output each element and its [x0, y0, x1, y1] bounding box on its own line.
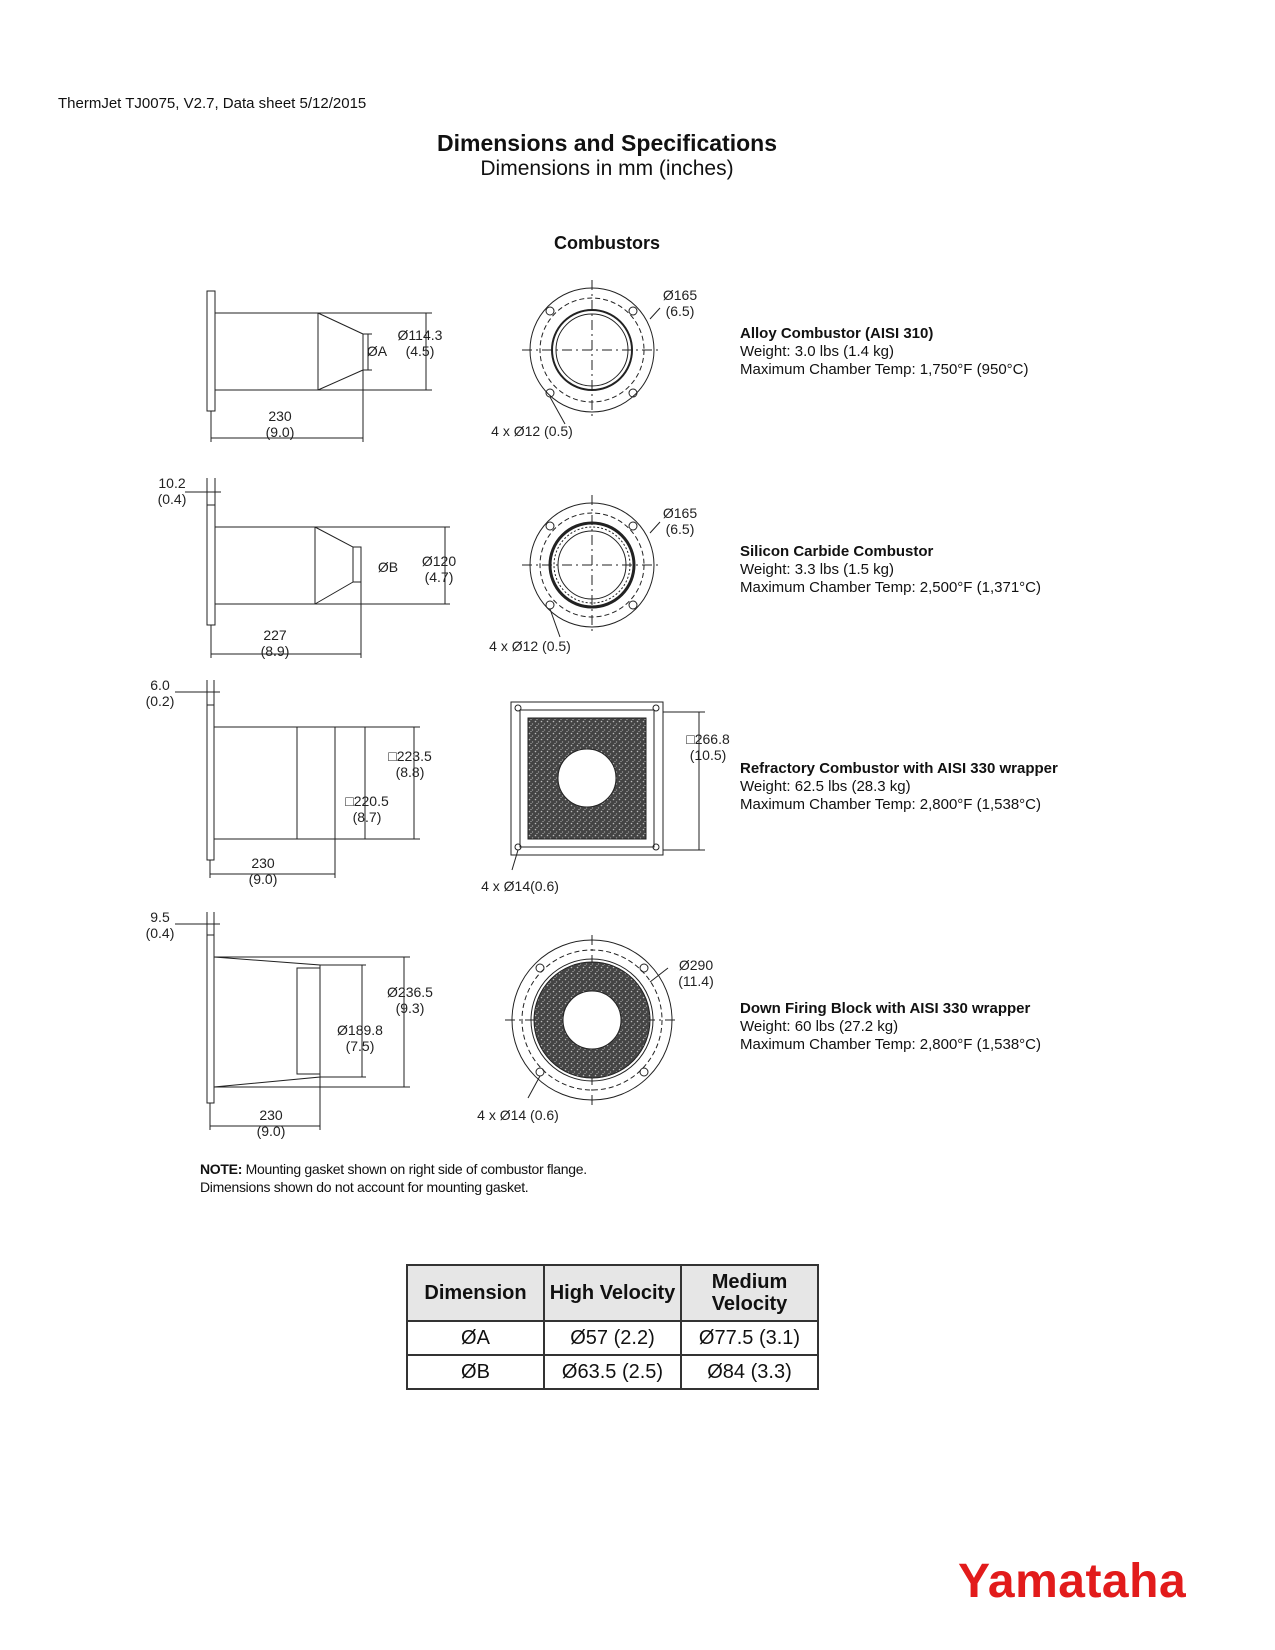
- spec-refractory: [740, 760, 1058, 814]
- page-subtitle: Dimensions in mm (inches): [480, 157, 734, 180]
- alloy-outlet-dia: Ø114.3: [397, 327, 443, 343]
- sic-holes: 4 x Ø12 (0.5): [489, 638, 571, 654]
- alloy-length-in: (9.0): [265, 424, 295, 440]
- down-firing-end-view: [505, 935, 678, 1105]
- alloy-end-view: [522, 280, 662, 424]
- df-flange: 9.5: [150, 909, 170, 925]
- sic-outlet-dia: Ø120: [421, 553, 457, 569]
- df-holes: 4 x Ø14 (0.6): [477, 1107, 559, 1123]
- table-row: [407, 1355, 818, 1389]
- note-line2: Dimensions shown do not account for mounting gasket.: [200, 1179, 529, 1195]
- note-line1: Mounting gasket shown on right side of combustor flange.: [242, 1161, 587, 1177]
- spec-weight: Weight: 3.3 lbs (1.5 kg): [740, 561, 894, 578]
- alloy-port-label: ØA: [366, 343, 388, 359]
- spec-name: Alloy Combustor (AISI 310): [740, 325, 934, 342]
- ref-outer-in: (8.8): [395, 764, 425, 780]
- ref-length: 230: [251, 855, 275, 871]
- sic-length: 227: [263, 627, 287, 643]
- table-cell: Ø84 (3.3): [681, 1355, 818, 1389]
- table-header: Medium Velocity: [681, 1265, 818, 1321]
- ref-end-size: □266.8: [686, 731, 730, 747]
- alloy-end-dia-in: (6.5): [665, 303, 695, 319]
- alloy-holes: 4 x Ø12 (0.5): [491, 423, 573, 439]
- spec-name: Down Firing Block with AISI 330 wrapper: [740, 1000, 1031, 1017]
- sic-end-view: [522, 495, 662, 637]
- sic-side-view: [185, 478, 450, 658]
- alloy-length: 230: [268, 408, 292, 424]
- refractory-side-view: [175, 680, 420, 878]
- ref-length-in: (9.0): [248, 871, 278, 887]
- spec-name: Silicon Carbide Combustor: [740, 543, 934, 560]
- df-end-dia-in: (11.4): [678, 973, 714, 989]
- ref-end-size-in: (10.5): [689, 747, 727, 763]
- df-outer: Ø236.5: [387, 984, 433, 1000]
- spec-sic: [740, 543, 1041, 597]
- table-cell: Ø57 (2.2): [544, 1321, 681, 1355]
- sic-end-dia-in: (6.5): [665, 521, 695, 537]
- table-header: High Velocity: [544, 1265, 681, 1321]
- sic-outlet-dia-in: (4.7): [424, 569, 454, 585]
- df-end-dia: Ø290: [678, 957, 714, 973]
- table-header: Dimension: [407, 1265, 544, 1321]
- sic-length-in: (8.9): [260, 643, 290, 659]
- df-inner: Ø189.8: [337, 1022, 383, 1038]
- ref-flange-in: (0.2): [145, 693, 175, 709]
- alloy-side-view: [207, 291, 432, 442]
- df-length-in: (9.0): [256, 1123, 286, 1139]
- spec-temp: Maximum Chamber Temp: 1,750°F (950°C): [740, 361, 1029, 378]
- dimension-table: [406, 1264, 819, 1390]
- ref-outer: □223.5: [388, 748, 432, 764]
- spec-temp: Maximum Chamber Temp: 2,500°F (1,371°C): [740, 579, 1041, 596]
- document-header: ThermJet TJ0075, V2.7, Data sheet 5/12/2015: [58, 95, 367, 112]
- spec-name: Refractory Combustor with AISI 330 wrapper: [740, 760, 1058, 777]
- spec-weight: Weight: 62.5 lbs (28.3 kg): [740, 778, 911, 795]
- spec-alloy: [740, 325, 1029, 379]
- sic-flange: 10.2: [158, 475, 186, 491]
- df-outer-in: (9.3): [395, 1000, 425, 1016]
- table-cell: ØA: [407, 1321, 544, 1355]
- sic-end-dia: Ø165: [662, 505, 698, 521]
- spec-temp: Maximum Chamber Temp: 2,800°F (1,538°C): [740, 796, 1041, 813]
- df-flange-in: (0.4): [145, 925, 175, 941]
- page-title: Dimensions and Specifications: [437, 130, 777, 156]
- spec-down-firing: [740, 1000, 1041, 1054]
- brand-logo: Yamataha: [958, 1555, 1187, 1608]
- spec-temp: Maximum Chamber Temp: 2,800°F (1,538°C): [740, 1036, 1041, 1053]
- note-label: NOTE:: [200, 1161, 243, 1177]
- sic-flange-in: (0.4): [157, 491, 187, 507]
- ref-inner: □220.5: [345, 793, 389, 809]
- table-cell: Ø63.5 (2.5): [544, 1355, 681, 1389]
- table-header-row: [407, 1265, 818, 1321]
- alloy-outlet-dia-in: (4.5): [405, 343, 435, 359]
- table-cell: Ø77.5 (3.1): [681, 1321, 818, 1355]
- df-length: 230: [259, 1107, 283, 1123]
- ref-holes: 4 x Ø14(0.6): [481, 878, 559, 894]
- alloy-end-dia: Ø165: [662, 287, 698, 303]
- sic-port-label: ØB: [377, 559, 399, 575]
- ref-flange: 6.0: [150, 677, 170, 693]
- section-title: Combustors: [553, 233, 660, 253]
- note: [200, 1160, 587, 1196]
- refractory-end-view: [511, 702, 705, 870]
- df-inner-in: (7.5): [345, 1038, 375, 1054]
- spec-weight: Weight: 60 lbs (27.2 kg): [740, 1018, 899, 1035]
- ref-inner-in: (8.7): [352, 809, 382, 825]
- spec-weight: Weight: 3.0 lbs (1.4 kg): [740, 343, 894, 360]
- down-firing-side-view: [175, 912, 410, 1130]
- table-row: [407, 1321, 818, 1355]
- table-cell: ØB: [407, 1355, 544, 1389]
